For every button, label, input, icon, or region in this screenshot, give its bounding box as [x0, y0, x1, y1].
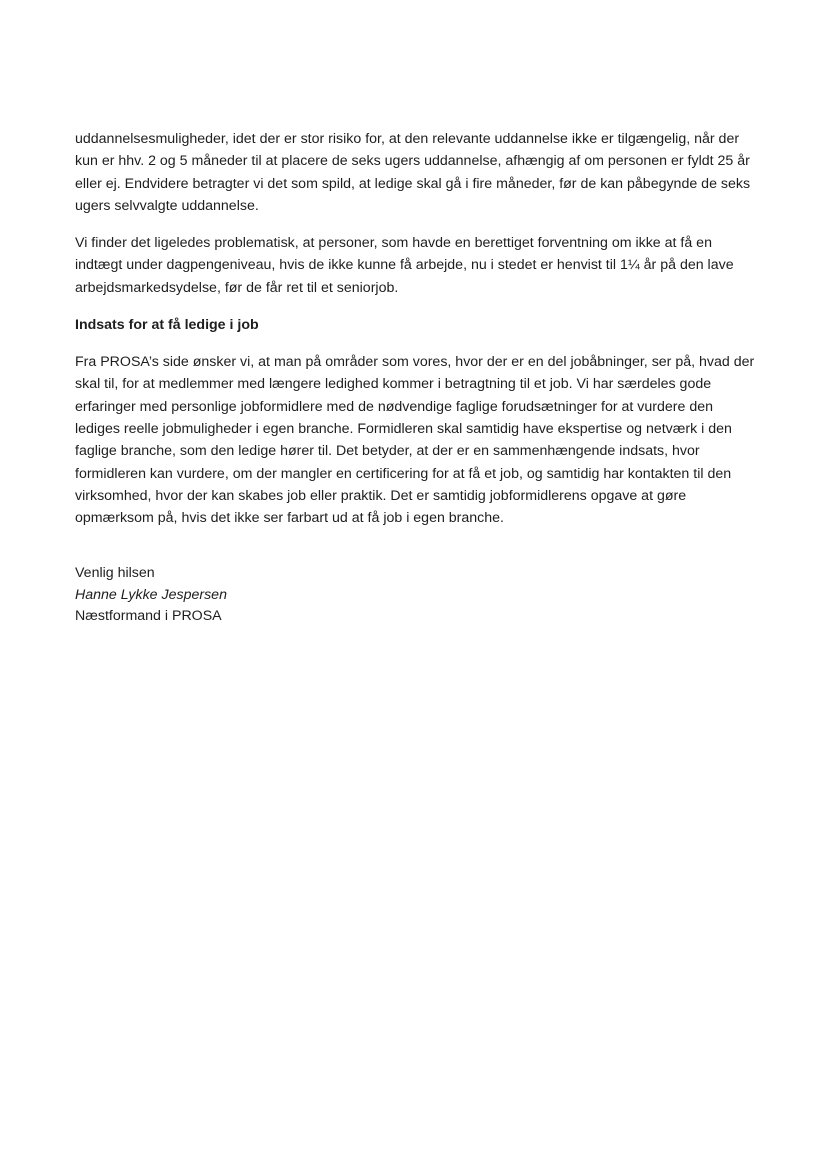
signature-block	[75, 563, 755, 628]
paragraph-line: skal til, for at medlemmer med længere ledighed kommer i betragtning til et job. Vi har særdeles gode	[75, 376, 712, 393]
section-heading: Indsats for at få ledige i job	[75, 317, 259, 334]
paragraph-line: eller ej. Endvidere betragter vi det som spild, at ledige skal gå i fire måneder, før de kan påbegynde de seks	[75, 175, 751, 192]
signer-name: Hanne Lykke Jespersen	[75, 586, 227, 603]
paragraph-line: lediges reelle jobmuligheder i egen branche. Formidleren skal samtidig have ekspertise og netværk i den	[75, 420, 732, 437]
paragraph-job-effort	[75, 351, 755, 529]
paragraph-line: Fra PROSA’s side ønsker vi, at man på områder som vores, hvor der er en del jobåbninger, ser på, hvad der	[75, 354, 755, 371]
paragraph-line: ugers selvvalgte uddannelse.	[75, 197, 259, 214]
paragraph-line: arbejdsmarkedsydelse, før de får ret til et seniorjob.	[75, 279, 399, 296]
paragraph-line: kun er hhv. 2 og 5 måneder til at placere de seks ugers uddannelse, afhængig af om personen er fyldt 25 år	[75, 153, 750, 170]
paragraph-line: indtægt under dagpengeniveau, hvis de ikke kunne få arbejde, nu i stedet er henvist til 1¼ år på den lave	[75, 257, 734, 274]
paragraph-line: formidleren kan vurdere, om der mangler en certificering for at få et job, og samtidig har kontakten til den	[75, 465, 732, 482]
paragraph-seniorjob	[75, 232, 755, 299]
paragraph-line: virksomhed, hvor der kan skabes job eller praktik. Det er samtidig jobformidlerens opgave at gøre	[75, 487, 687, 504]
letter-body	[75, 128, 755, 628]
paragraph-line: erfaringer med personlige jobformidlere med de nødvendige faglige forudsætninger for at vurdere den	[75, 398, 714, 415]
paragraph-line: Vi finder det ligeledes problematisk, at personer, som havde en berettiget forventning om ikke at få en	[75, 235, 712, 252]
paragraph-line: uddannelsesmuligheder, idet der er stor risiko for, at den relevante uddannelse ikke er tilgængelig, når der	[75, 131, 740, 147]
paragraph-education	[75, 128, 755, 217]
paragraph-line: faglige branche, som den ledige hører til. Det betyder, at der er en sammenhængende indsats, hvor	[75, 443, 700, 460]
signer-title: Næstformand i PROSA	[75, 608, 222, 625]
closing-greeting: Venlig hilsen	[75, 565, 155, 582]
paragraph-line: opmærksom på, hvis det ikke ser farbart ud at få job i egen branche.	[75, 510, 504, 527]
